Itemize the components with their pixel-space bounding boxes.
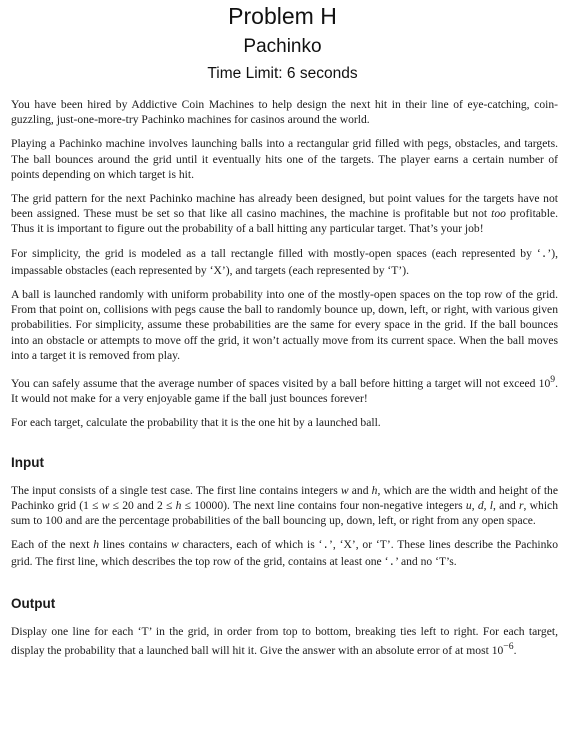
superscript: 9 bbox=[550, 374, 556, 386]
text-run: , bbox=[483, 498, 490, 512]
code-char: . bbox=[540, 248, 548, 261]
math-var: w bbox=[340, 483, 349, 497]
time-limit: Time Limit: 6 seconds bbox=[207, 65, 358, 82]
text-run: You can safely assume that the average number of spaces visited by a ball before hitting a target will not exceed 10 bbox=[11, 376, 551, 390]
input-paragraph-2 bbox=[11, 537, 558, 571]
text-run: The grid pattern for the next Pachinko machine has already been designed, but point values for the targets have not been assigned. These must be set so that like all casino machines, the machine is profitable but not bbox=[11, 192, 558, 221]
math-var: w bbox=[101, 498, 110, 512]
input-heading: Input bbox=[11, 454, 44, 470]
text-run: ’, ‘X’, or ‘T’. These lines describe the Pachinko grid. The first line, which describes the top row of the grid, contains at least one ‘ bbox=[11, 538, 559, 569]
text-run: , and bbox=[492, 498, 520, 512]
text-run: The input consists of a single test case. The first line contains integers bbox=[11, 483, 341, 497]
text-run: lines contains bbox=[99, 538, 172, 552]
math-var: w bbox=[171, 538, 179, 552]
math-var: h bbox=[175, 498, 182, 512]
text-run: Display one line for each ‘T’ in the grid, in order from top to bottom, breaking ties left to right. For each target, display the probability that a launched ball will hit it. Give the answer with an absolute error of at most 10 bbox=[11, 624, 558, 657]
text-run: characters, each of which is ‘ bbox=[178, 538, 323, 552]
math-var: h bbox=[93, 538, 100, 552]
statement-paragraph-6 bbox=[11, 372, 558, 406]
statement-paragraph-7: For each target, calculate the probability that it is the one hit by a launched ball. bbox=[11, 416, 381, 430]
statement-paragraph-2: Playing a Pachinko machine involves launching balls into a rectangular grid filled with pegs, obstacles, and targets. The ball bounces around the grid until it eventually hits one of the targets. The player earns a certain number of points depending on which target is hit. bbox=[11, 137, 558, 181]
text-run: . bbox=[513, 643, 517, 657]
statement-paragraph-5: A ball is launched randomly with uniform probability into one of the mostly-open spaces on the top row of the grid. From that point on, collisions with pegs cause the ball to randomly bounce up, down, left, or right, with various given probabilities. For simplicity, assume these probabilities are the same for every space in the grid. If the ball bounces into an obstacle or attempts to move off the grid, it won’t actually move from its current space. When the ball moves into a target it is removed from play. bbox=[11, 288, 558, 362]
text-run: For simplicity, the grid is modeled as a tall rectangle filled with mostly-open spaces (each represented by ‘ bbox=[11, 246, 541, 260]
problem-header bbox=[0, 3, 565, 83]
statement-paragraph-1: You have been hired by Addictive Coin Machines to help design the next hit in their line of eye-catching, coin-guzzling, just-one-more-try Pachinko machines for casinos around the world. bbox=[11, 98, 558, 127]
text-run: . It would not make for a very enjoyable game if the ball just bounces forever! bbox=[11, 376, 558, 406]
superscript: −6 bbox=[503, 640, 514, 652]
statement-paragraph-3 bbox=[11, 191, 558, 237]
text-run: and bbox=[348, 483, 372, 497]
text-run: ’), impassable obstacles (each represented by ‘X’), and targets (each represented by ‘T’). bbox=[11, 246, 558, 277]
code-char: . bbox=[388, 557, 396, 570]
text-run: , bbox=[471, 498, 478, 512]
output-heading: Output bbox=[11, 595, 56, 611]
emphasis: too bbox=[491, 207, 506, 221]
math-var: l bbox=[489, 498, 493, 512]
text-run: Each of the next bbox=[11, 538, 94, 552]
math-var: r bbox=[519, 498, 524, 512]
text-run: profitable. Thus it is important to figure out the probability of a ball hitting any particular target. That’s your job! bbox=[11, 207, 558, 236]
math-var: h bbox=[371, 483, 378, 497]
problem-label: Problem H bbox=[228, 3, 337, 29]
math-var: u bbox=[465, 498, 472, 512]
text-run: ≤ 10000). The next line contains four non-negative integers bbox=[181, 498, 466, 512]
text-run: ’ and no ‘T’s. bbox=[395, 555, 457, 569]
text-run: , which sum to 100 and are the percentage probabilities of the ball bouncing up, down, left, or right from any open space. bbox=[11, 498, 558, 527]
text-run: , which are the width and height of the Pachinko grid (1 ≤ bbox=[11, 483, 558, 512]
text-run: ≤ 20 and 2 ≤ bbox=[109, 498, 176, 512]
problem-name: Pachinko bbox=[243, 36, 322, 57]
code-char: . bbox=[322, 540, 330, 553]
math-var: d bbox=[477, 498, 484, 512]
statement-paragraph-4 bbox=[11, 246, 558, 278]
input-paragraph-1 bbox=[11, 483, 558, 529]
problem-body bbox=[11, 97, 558, 667]
output-paragraph-1 bbox=[11, 624, 558, 658]
